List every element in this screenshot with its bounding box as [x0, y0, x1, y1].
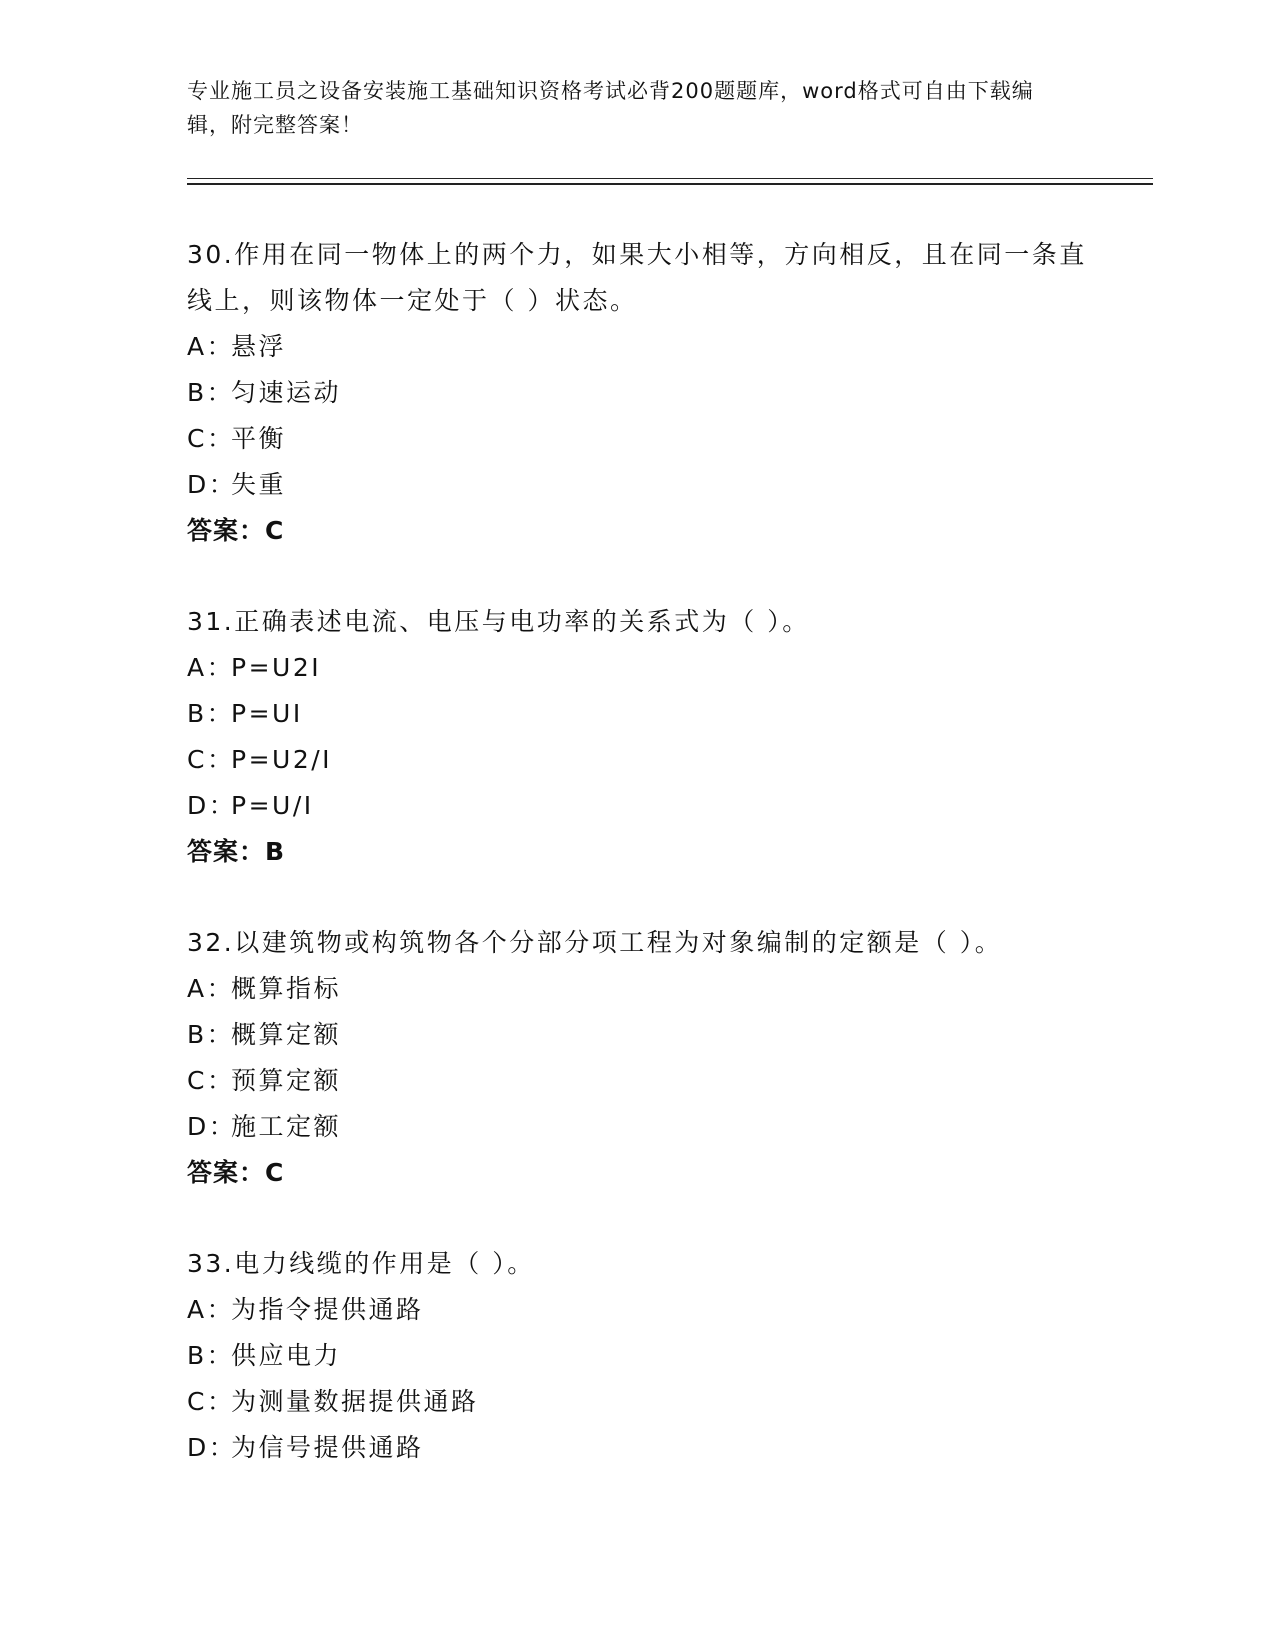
option-text: 施工定额 — [231, 1112, 342, 1141]
header-title: 专业施工员之设备安装施工基础知识资格考试必背200题题库，word格式可自由下载编辑，附完整答案！ — [187, 79, 1034, 137]
option-c — [187, 1058, 1087, 1104]
question-list — [187, 232, 1087, 1516]
question-text: 31.正确表述电流、电压与电功率的关系式为（ ）。 — [187, 607, 810, 636]
option-b — [187, 1012, 1087, 1058]
option-a — [187, 1287, 1087, 1333]
question-text: 32.以建筑物或构筑物各个分部分项工程为对象编制的定额是（ ）。 — [187, 928, 1003, 957]
option-letter: C： — [187, 424, 235, 453]
option-text: 为信号提供通路 — [231, 1433, 424, 1462]
option-d — [187, 783, 1087, 829]
option-d — [187, 1104, 1087, 1150]
option-letter: A： — [187, 653, 235, 682]
option-letter: D： — [187, 791, 237, 820]
option-letter: A： — [187, 974, 235, 1003]
option-letter: B： — [187, 378, 235, 407]
option-text: P=U2/I — [231, 745, 333, 774]
question-text: 33.电力线缆的作用是（ ）。 — [187, 1249, 535, 1278]
option-a — [187, 645, 1087, 691]
option-text: 预算定额 — [231, 1066, 342, 1095]
option-letter: D： — [187, 1112, 237, 1141]
option-letter: B： — [187, 1020, 235, 1049]
question-text: 30.作用在同一物体上的两个力，如果大小相等，方向相反，且在同一条直线上，则该物体一定处于（ ）状态。 — [187, 240, 1087, 315]
option-letter: B： — [187, 1341, 235, 1370]
answer-label: 答案：B — [187, 837, 286, 866]
option-text: 为指令提供通路 — [231, 1295, 424, 1324]
question-32 — [187, 920, 1087, 1196]
option-letter: C： — [187, 1387, 235, 1416]
option-a — [187, 324, 1087, 370]
option-text: P=UI — [231, 699, 303, 728]
header-divider-top — [187, 178, 1153, 179]
option-text: 失重 — [231, 470, 287, 499]
option-letter: C： — [187, 1066, 235, 1095]
option-text: 供应电力 — [231, 1341, 342, 1370]
option-text: 匀速运动 — [231, 378, 342, 407]
option-b — [187, 370, 1087, 416]
option-text: 悬浮 — [231, 332, 287, 361]
answer-label: 答案：C — [187, 1158, 285, 1187]
option-text: 平衡 — [231, 424, 287, 453]
option-letter: D： — [187, 470, 237, 499]
header-divider-bottom — [187, 183, 1153, 185]
option-text: 为测量数据提供通路 — [231, 1387, 479, 1416]
option-text: P=U/I — [231, 791, 314, 820]
question-31 — [187, 599, 1087, 875]
option-d — [187, 1425, 1087, 1471]
option-letter: C： — [187, 745, 235, 774]
question-33 — [187, 1241, 1087, 1471]
option-a — [187, 966, 1087, 1012]
option-b — [187, 691, 1087, 737]
option-b — [187, 1333, 1087, 1379]
option-d — [187, 462, 1087, 508]
option-c — [187, 1379, 1087, 1425]
option-letter: A： — [187, 332, 235, 361]
option-text: 概算定额 — [231, 1020, 342, 1049]
option-letter: D： — [187, 1433, 237, 1462]
option-text: P=U2I — [231, 653, 322, 682]
question-30 — [187, 232, 1087, 554]
answer-label: 答案：C — [187, 516, 285, 545]
option-c — [187, 737, 1087, 783]
option-letter: A： — [187, 1295, 235, 1324]
option-text: 概算指标 — [231, 974, 342, 1003]
option-c — [187, 416, 1087, 462]
document-header — [187, 74, 1067, 142]
option-letter: B： — [187, 699, 235, 728]
